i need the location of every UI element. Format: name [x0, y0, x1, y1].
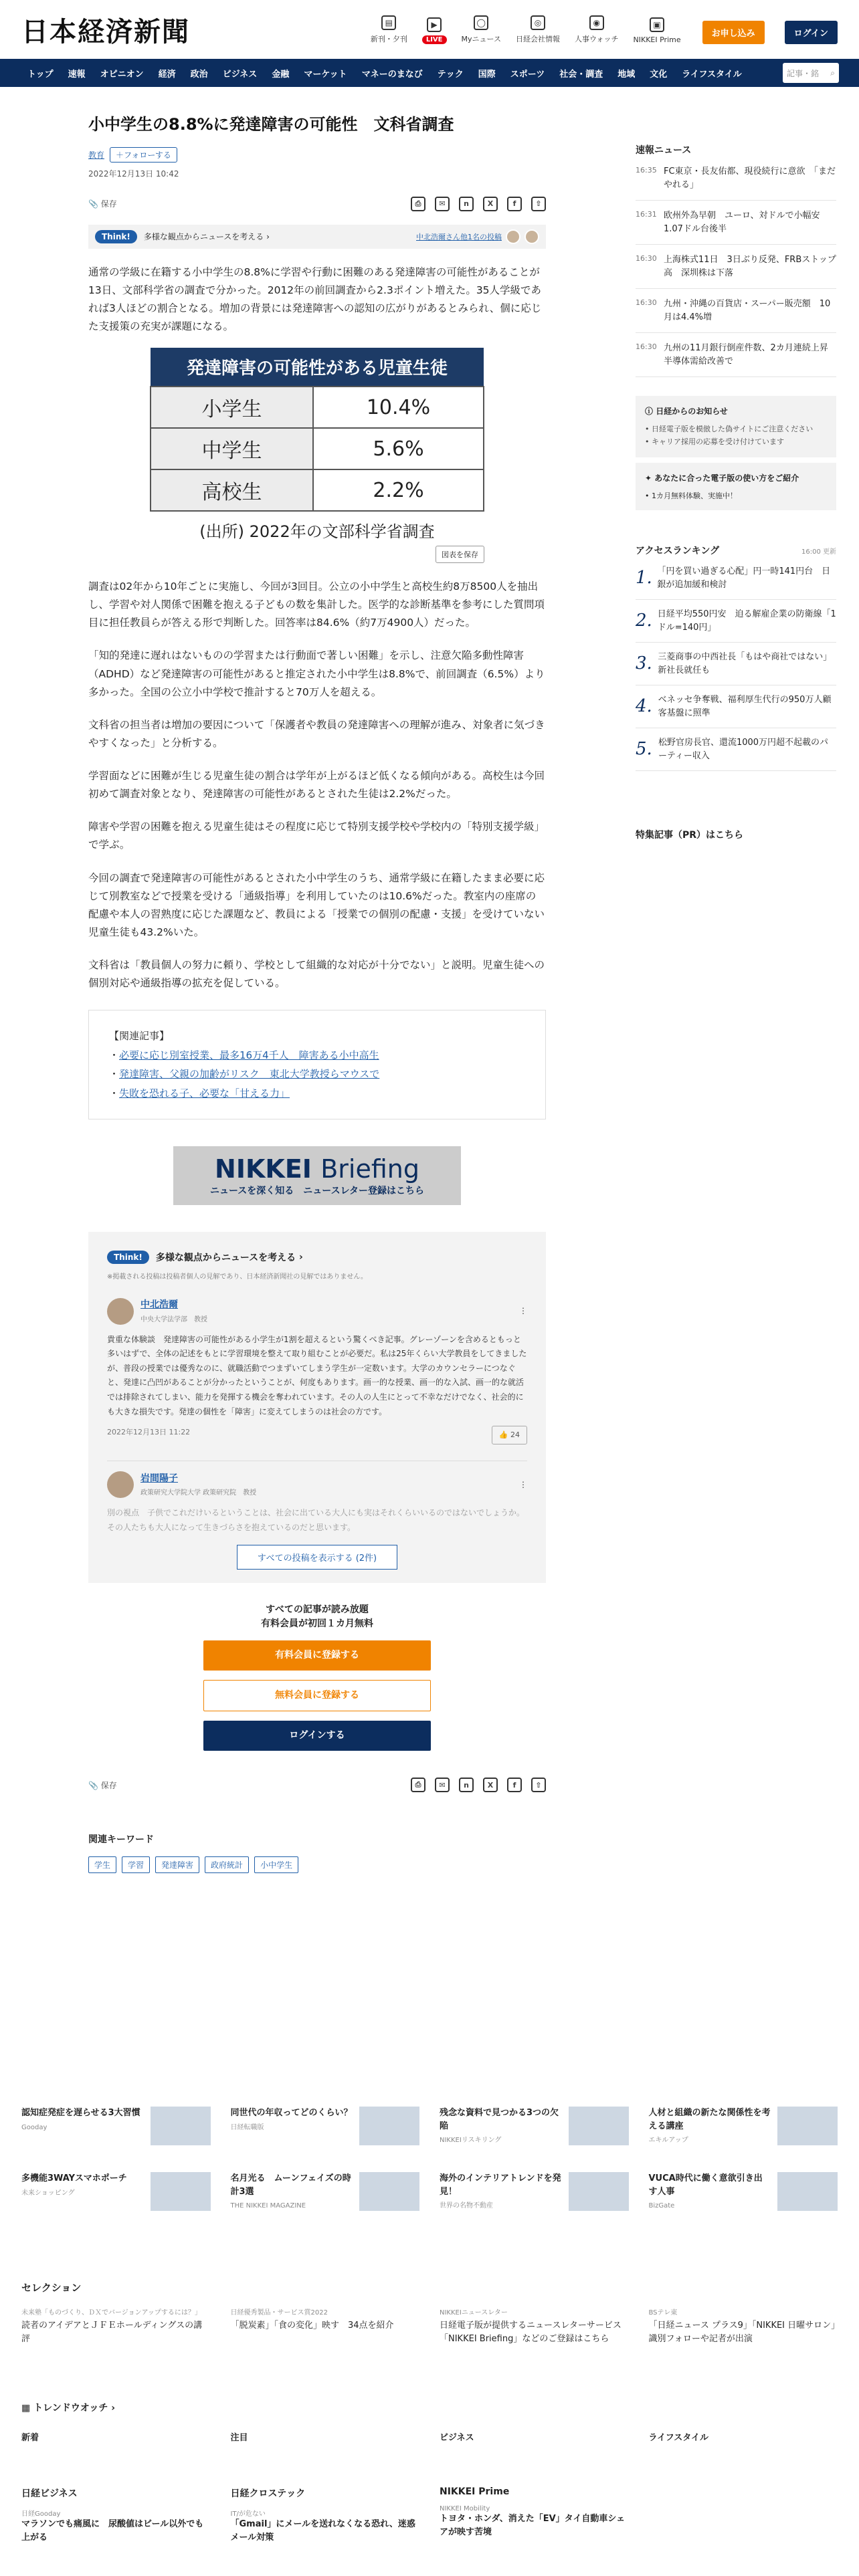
related-title: 【関連記事】 [109, 1030, 170, 1043]
think-note: ※掲載される投稿は投稿者個人の見解であり、日本経済新聞社の見解ではありません。 [107, 1273, 367, 1281]
chevron-right-icon: › [264, 231, 270, 241]
nav-item[interactable]: マーケット [304, 69, 347, 80]
avatar [524, 229, 539, 244]
show-all-comments-button[interactable]: すべての投稿を表示する (2件) [237, 1545, 397, 1570]
ad-image [151, 2107, 211, 2145]
main-nav [0, 59, 859, 87]
ad-item[interactable]: 海外のインテリアトレンドを発見！ 世界の名物不動産 [440, 2172, 629, 2211]
publish-date: 2022年12月13日 10:42 [88, 169, 179, 179]
ad-image [569, 2172, 629, 2211]
ad-image [151, 2172, 211, 2211]
paragraph: 今回の調査で発達障害の可能性があるとされた小中学生のうち、通常学級に在籍したまま必要に応じて別教室などで授業を受ける「通級指導」を利用していたのは10.6%だった。教室内の座席の配慮や本人の習熟度に応じた課題など、教員による「授業での個別の配慮・支援」を受けていない児童生徒も43.2%いた。 [88, 871, 545, 938]
notice-box: ⓘ 日経からのお知らせ • 日経電子版を模倣した偽サイトにご注意ください • キャリア採用の応募を受け付けています [636, 396, 836, 457]
rank-item[interactable]: 3. 三菱商事の中西社長「もはや商社ではない」 新社長就任も [636, 643, 836, 685]
selection-item[interactable]: 未来塾「ものづくり、ＤＸでバージョンアップするには？」 読者のアイデアとＪＦＥホールディングスの講評 [21, 2309, 203, 2344]
nikkei-logo[interactable]: 日本経済新聞 [21, 15, 190, 47]
nav-item[interactable]: 経済 [158, 69, 176, 80]
briefing-banner[interactable]: NIKKEI Briefing ニュースを深く知る ニュースレター登録はこちら [173, 1146, 461, 1205]
paragraph: 調査は02年から10年ごとに実施し、今回が3回目。公立の小中学生と高校生約8万8500人を抽出し、学習や対人関係で困難を抱える子どもの数を集計した。医学的な診断基準を参考にした質問項目に担任教員らが答える形で判断した。回答率は84.6%（約7万4900人）だった。 [88, 580, 545, 629]
paragraph: 「知的発達に遅れはないものの学習または行動面で著しい困難」を示し、注意欠陥多動性障害（ADHD）など発達障害の可能性があると推定された小中学生は8.8%で、前回調査（6.5%）より多かった。全国の公立小中学校で推計すると70万人を超える。 [88, 649, 545, 698]
nav-item[interactable]: 政治 [190, 69, 208, 80]
rank-item[interactable]: 4. ベネッセ争奪戦、福利厚生代行の950万人顧客基盤に照準 [636, 685, 836, 728]
ad-image [359, 2107, 419, 2145]
mail-icon[interactable]: ✉ [435, 197, 450, 211]
top-bar [0, 0, 859, 59]
think-badge: Think! [95, 230, 137, 243]
note-icon[interactable]: n [459, 1778, 474, 1792]
ad-item[interactable]: 人材と組織の新たな関係性を考える講座 エキルアップ [649, 2107, 838, 2145]
like-button[interactable]: 👍 24 [492, 1426, 527, 1444]
nav-item[interactable]: ビジネス [222, 69, 258, 80]
subscribe-button[interactable]: お申し込み [702, 21, 765, 44]
paywall: すべての記事が読み放題 有料会員が初回１カ月無料 有料会員に登録する 無料会員に登録する ログインする [88, 1603, 546, 1751]
keyword-list [88, 1856, 546, 1873]
login-button[interactable]: ログインする [203, 1721, 431, 1751]
article-title: 小中学生の8.8%に発達障害の可能性 文科省調査 [88, 115, 454, 134]
rank-item[interactable]: 5. 松野官房長官、還流1000万円超不起載のパーティー収入 [636, 728, 836, 771]
sidebar [636, 143, 836, 771]
ad-item[interactable]: 残念な資料で見つかる3つの欠陥 NIKKEIリスキリング [440, 2107, 629, 2145]
share-icon[interactable]: ⇧ [531, 1778, 546, 1792]
related-link[interactable]: 必要に応じ別室授業、最多16万4千人 障害ある小中高生 [119, 1049, 379, 1061]
facebook-icon[interactable]: f [507, 1778, 522, 1792]
breaking-news-title[interactable]: 速報ニュース [636, 145, 692, 156]
table-row: 中学生 5.6% [151, 428, 484, 469]
data-table-figure [150, 348, 484, 563]
clip-icon: 📎 [88, 199, 98, 209]
x-icon[interactable]: X [483, 1778, 498, 1792]
login-button[interactable]: ログイン [785, 21, 838, 44]
mail-icon[interactable]: ✉ [435, 1778, 450, 1792]
keyword-tag[interactable]: 政府統計 [205, 1856, 249, 1873]
trend-tab[interactable]: 新着 [21, 2433, 39, 2443]
table-title: 発達障害の可能性がある児童生徒 [151, 348, 484, 387]
bottom-column[interactable]: NIKKEI Prime NIKKEI Mobility トヨタ・ホンダ、消えた「EV」タイ自動車シェアが映す苦境 [440, 2486, 626, 2537]
table-row: 高校生 2.2% [151, 469, 484, 511]
keywords-title: 関連キーワード [88, 1834, 154, 1846]
info-icon: ⓘ [645, 407, 654, 416]
print-icon[interactable]: ⎙ [411, 197, 425, 211]
data-table [150, 348, 484, 512]
print-icon[interactable]: ⎙ [411, 1778, 425, 1792]
paragraph: 文科省の担当者は増加の要因について「保護者や教員の発達障害への理解が進み、対象者に気づきやすくなった」と分析する。 [88, 718, 545, 749]
ad-image [777, 2172, 838, 2211]
news-item[interactable]: 16:31 欧州外為早朝 ユーロ、対ドルで小幅安1.07ドル台後半 [636, 201, 836, 245]
campaign-box[interactable]: ✦ あなたに合った電子版の使い方をご紹介 • 1カ月無料体験、実施中！ [636, 463, 836, 510]
live-icon[interactable]: ▶ LIVE [422, 17, 447, 44]
avatar [506, 229, 520, 244]
clip-icon: 📎 [88, 1780, 98, 1790]
notice-item[interactable]: • キャリア採用の応募を受け付けています [645, 437, 784, 446]
newspaper-icon[interactable]: ▤ 新刊・夕刊 [371, 15, 407, 44]
ad-item[interactable]: 名月光る ムーンフェイズの時計3選 THE NIKKEI MAGAZINE [231, 2172, 420, 2211]
keyword-tag[interactable]: 小中学生 [254, 1856, 298, 1873]
comment-text: 貴重な体験談 発達障害の可能性がある小学生が1割を超えるという驚くべき記事。グレーゾーンを含めるともっと多いはずで、全体の記述をもとに学習環境を整えて取り組むことが必要だ。私は25年くらい大学教員をしてきましたが、普段の授業では優秀なのに、就職活動でつまずいてしまう学生が一定数います。大学のカウンセラーにつなぐと、発達に凸凹があることが分かったということが、何度もあります。画一的な授業、画一的な入試、画一的な就活では排除されてしまい、能力を発揮する機会を奪われています。その人の人生にとって不幸なだけでなく、社会的にも大きな損失です。発達の個性を「障害」に変えてしまうのは社会の方です。 [107, 1334, 527, 1416]
avatar [107, 1471, 134, 1498]
nav-item[interactable]: 文化 [650, 69, 668, 80]
selection: セレクション 未来塾「ものづくり、ＤＸでバージョンアップするには？」 読者のアイデアとＪＦＥホールディングスの講評 日経優秀製品・サービス賞2022 「脱炭素」「食の変化」映す 34点を紹介 NIKKEIニュースレター 日経電子版が提供するニュースレターサービス「NIKKEI Briefing」などのご登録はこちら BSテレ東 「日経ニュース プラス9」「NIKKEI 日曜サロン」識別フォローや記者が出演 [21, 2280, 838, 2345]
keyword-tag[interactable]: 発達障害 [155, 1856, 199, 1873]
article-toolbar [88, 197, 546, 211]
nav-item[interactable]: 金融 [272, 69, 290, 80]
paragraph: 通常の学級に在籍する小中学生の8.8%に学習や行動に困難のある発達障害の可能性があることが13日、文部科学省の調査で分かった。2012年の前回調査から2.3ポイント増えた。35人学級であれば3人ほどの割合となる。増加の背景には発達障害への認知の広がりがあるとみられ、個に応じた支援策の充実が課題になる。 [88, 265, 542, 332]
nav-item[interactable]: 国際 [478, 69, 496, 80]
nav-item[interactable]: テック [437, 69, 464, 80]
news-item[interactable]: 16:30 九州・沖縄の百貨店・スーパー販売額 10月は4.4%増 [636, 289, 836, 333]
paragraph: 障害や学習の困難を抱える児童生徒はその程度に応じて特別支援学校や学校内の「特別支援学級」で学ぶ。 [88, 821, 545, 851]
ranking: アクセスランキング 16:00 更新 1. 「円を買い過ぎる心配」円一時141円台 日銀が追加緩和検討 2. 日経平均550円安 迫る解雇企業の防衛線「1ドル=140円」 3. 三菱商事の中西社長「もはや商社ではない」 新社長就任も 4. ベネッセ争奪戦、福利厚生代行の950万人顧客基盤に照準 5. 松野官房長官、還流1000万円超不起載のパーティー収入 [636, 544, 836, 771]
avatar [107, 1298, 134, 1325]
rank-item[interactable]: 2. 日経平均550円安 迫る解雇企業の防衛線「1ドル=140円」 [636, 600, 836, 643]
commenter-name[interactable]: 中北浩爾 [140, 1299, 178, 1311]
news-item[interactable]: 16:30 上海株式11日 3日ぶり反発、FRBストップ高 深圳株は下落 [636, 245, 836, 289]
paragraph: 学習面などに困難が生じる児童生徒の割合は学年が上がるほど低くなる傾向がある。高校生は今回初めて調査対象となり、発達障害の可能性があるとされた生徒は2.2%だった。 [88, 770, 545, 800]
ad-image [359, 2172, 419, 2211]
save-button[interactable]: 📎 保存 [88, 1780, 117, 1790]
prime-icon[interactable]: ▣ NIKKEI Prime [634, 17, 681, 44]
save-button[interactable]: 📎 保存 [88, 199, 117, 209]
article-body [88, 263, 546, 993]
bottom-links [21, 2486, 838, 2544]
search-icon[interactable]: ⌕ [830, 68, 835, 78]
person-icon[interactable]: ◯ Myニュース [462, 15, 501, 44]
nav-item[interactable]: オピニオン [100, 69, 144, 80]
article-toolbar [88, 1778, 546, 1792]
bulb-icon: ✦ [645, 473, 652, 484]
ad-image [777, 2107, 838, 2145]
ad-grid [21, 2107, 838, 2211]
ad-image [569, 2107, 629, 2145]
comment: 中北浩爾 中央大学法学部 教授 ⋮ 貴重な体験談 発達障害の可能性がある小学生が1割を超えるという驚くべき記事。グレーゾーンを含めるともっと多いはずで、全体の記述をもとに学習環境を整えて取り組むことが必要だ。私は25年くらい大学教員をしてきましたが、普段の授業では優秀なのに、就職活動でつまずいてしまう学生が一定数います。大学のカウンセラーにつなぐと、発達に凸凹があることが分かったということが、何度もあります。画一的な授業、画一的な入試、画一的な就活では排除されてしまい、能力を発揮する機会を奪われています。その人の人生にとって不幸なだけでなく、社会的にも大きな損失です。発達の個性を「障害」に変えてしまうのは社会の方です。 2022年12月13日 11:22 👍 24 [107, 1297, 527, 1444]
pr-link[interactable]: 特集記事（PR）はこちら [636, 830, 744, 841]
nav-item[interactable]: ライフスタイル [682, 69, 742, 80]
notice-item[interactable]: • 日経電子版を模倣した偽サイトにご注意ください [645, 425, 814, 433]
header-icons [371, 15, 838, 44]
ad-item[interactable]: 多機能3WAYスマホポーチ 未来ショッピング [21, 2172, 211, 2211]
share-icon[interactable]: ⇧ [531, 197, 546, 211]
free-register-button[interactable]: 無料会員に登録する [203, 1680, 431, 1711]
selection-item[interactable]: 日経優秀製品・サービス賞2022 「脱炭素」「食の変化」映す 34点を紹介 [230, 2309, 394, 2331]
keyword-tag[interactable]: 学生 [88, 1856, 116, 1873]
think-bar[interactable] [88, 225, 546, 249]
comment-text: 別の視点 子供でこれだけいるということは、社会に出ている大人にも実はそれくらいいるのではないでしょうか。その人たちも大人になって生きづらさを抱えているのだと思います。 [107, 1508, 525, 1532]
note-icon[interactable]: n [459, 197, 474, 211]
camera-icon[interactable]: ◉ 人事ウォッチ [575, 15, 619, 44]
bottom-column [649, 2486, 838, 2544]
nav-item[interactable]: トップ [27, 69, 54, 80]
comment: 岩間陽子 政策研究大学院大学 政策研究院 教授 ⋮ 別の視点 子供でこれだけいるということは、社会に出ている大人にも実はそれくらいいるのではないでしょうか。その人たちも大人になって生きづらさを抱えているのだと思います。 [107, 1461, 527, 1533]
follow-button[interactable]: ＋フォローする [110, 147, 177, 163]
news-item[interactable]: 16:30 九州の11月銀行倒産件数、2カ月連続上昇 半導体需給改善で [636, 333, 836, 377]
think-badge: Think! [107, 1251, 149, 1264]
nav-item[interactable]: マネーのまなび [361, 69, 423, 80]
keyword-tag[interactable]: 学習 [122, 1856, 150, 1873]
rank-item[interactable]: 1. 「円を買い過ぎる心配」円一時141円台 日銀が追加緩和検討 [636, 557, 836, 600]
trend-icon: ▦ [21, 2403, 31, 2413]
bottom-column[interactable]: 日経ビジネス 日経Gooday マラソンでも痛風に 尿酸値はビール以外でも上がる [21, 2488, 204, 2543]
trend-tab[interactable]: ライフスタイル [648, 2433, 708, 2443]
selection-item[interactable]: BSテレ東 「日経ニュース プラス9」「NIKKEI 日曜サロン」識別フォローや記者が出演 [648, 2309, 836, 2344]
think-label: 多様な観点からニュースを考える [143, 232, 264, 242]
more-icon[interactable]: ⋮ [519, 1479, 527, 1489]
selection-item[interactable]: NIKKEIニュースレター 日経電子版が提供するニュースレターサービス「NIKKEI Briefing」などのご登録はこちら [440, 2309, 622, 2344]
commenter-name[interactable]: 岩間陽子 [140, 1473, 178, 1484]
nav-item[interactable]: 社会・調査 [559, 69, 603, 80]
paid-register-button[interactable]: 有料会員に登録する [203, 1640, 431, 1671]
nav-item[interactable]: スポーツ [510, 69, 545, 80]
nav-item[interactable]: 地域 [617, 69, 636, 80]
table-row: 小学生 10.4% [151, 387, 484, 428]
bottom-column[interactable]: 日経クロステック IT/が危ない 「Gmail」にメールを送れなくなる恐れ、迷惑メール対策 [230, 2488, 415, 2543]
company-icon[interactable]: ◎ 日経会社情報 [516, 15, 560, 44]
table-source: (出所) 2022年の文部科学省調査 [199, 522, 435, 542]
ad-item[interactable]: 認知症発症を遅らせる3大習慣 Gooday [21, 2107, 211, 2145]
facebook-icon[interactable]: f [507, 197, 522, 211]
related-link[interactable]: 失敗を恐れる子、必要な「甘える力」 [119, 1087, 290, 1099]
trend-watch: ▦ トレンドウオッチ › 新着 注目 ビジネス ライフスタイル [21, 2401, 838, 2443]
trend-tab[interactable]: ビジネス [440, 2433, 474, 2443]
thumbs-up-icon: 👍 [498, 1430, 508, 1440]
think-comments: Think! 多様な観点からニュースを考える › ※掲載される投稿は投稿者個人の見解であり、日本経済新聞社の見解ではありません。 中北浩爾 中央大学法学部 教授 ⋮ 貴重な体験談 発達障害の可能性がある小学生が1割を超えるという驚くべき記事。グレーゾーンを含めるともっと多いはずで、全体の記述をもとに学習環境を整えて取り組むことが必要だ。私は25年くらい大学教員をしてきましたが、普段の授業では優秀なのに、就職活動でつまずいてしまう学生が一定数います。大学のカウンセラーにつなぐと、発達に凸凹があることが分かったということが、何度もあります。画一的な授業、画一的な入試、画一的な就活では排除されてしまい、能力を発揮する機会を奪われています。その人の人生にとって不幸なだけでなく、社会的にも大きな損失です。発達の個性を「障害」に変えてしまうのは社会の方です。 2022年12月13日 11:22 👍 24 岩間陽子 政策研究大学院大学 政策研究院 教授 ⋮ 別の視点 子供でこれだけいるということは、社会に出ている大人にも実はそれくらいいるのではないでしょうか。その人たちも大人になって生きづらさを抱えているのだと思います。 すべての投稿を表示する (2件) [88, 1232, 546, 1583]
x-icon[interactable]: X [483, 197, 498, 211]
topic-tag[interactable]: 教育 [88, 150, 105, 160]
search-input[interactable]: 記事・銘 ⌕ [783, 63, 839, 83]
related-articles: 【関連記事】 ・必要に応じ別室授業、最多16万4千人 障害ある小中高生 ・発達障害、父親の加齢がリスク 東北大学教授らマウスで ・失敗を恐れる子、必要な「甘える力」 [88, 1010, 546, 1119]
article [88, 114, 546, 1873]
more-icon[interactable]: ⋮ [519, 1306, 527, 1316]
chevron-right-icon: › [299, 1252, 303, 1263]
paragraph: 文科省は「教員個人の努力に頼り、学校として組織的な対応が十分でない」と説明。児童生徒への個別対応や通級指導の拡充を促している。 [88, 959, 545, 990]
trend-tab[interactable]: 注目 [230, 2433, 248, 2443]
related-link[interactable]: 発達障害、父親の加齢がリスク 東北大学教授らマウスで [119, 1068, 380, 1081]
ad-item[interactable]: VUCA時代に働く意欲引き出す人事 BizGate [649, 2172, 838, 2211]
nav-item[interactable]: 速報 [68, 69, 86, 80]
news-item[interactable]: 16:35 FC東京・長友佑都、現役続行に意欲 「まだやれる」 [636, 156, 836, 201]
ad-item[interactable]: 同世代の年収ってどのくらい？ 日経転職版 [231, 2107, 420, 2145]
save-figure-button[interactable]: 図表を保存 [436, 546, 484, 563]
think-link[interactable]: 中北浩爾さん他1名の投稿 [416, 232, 502, 241]
